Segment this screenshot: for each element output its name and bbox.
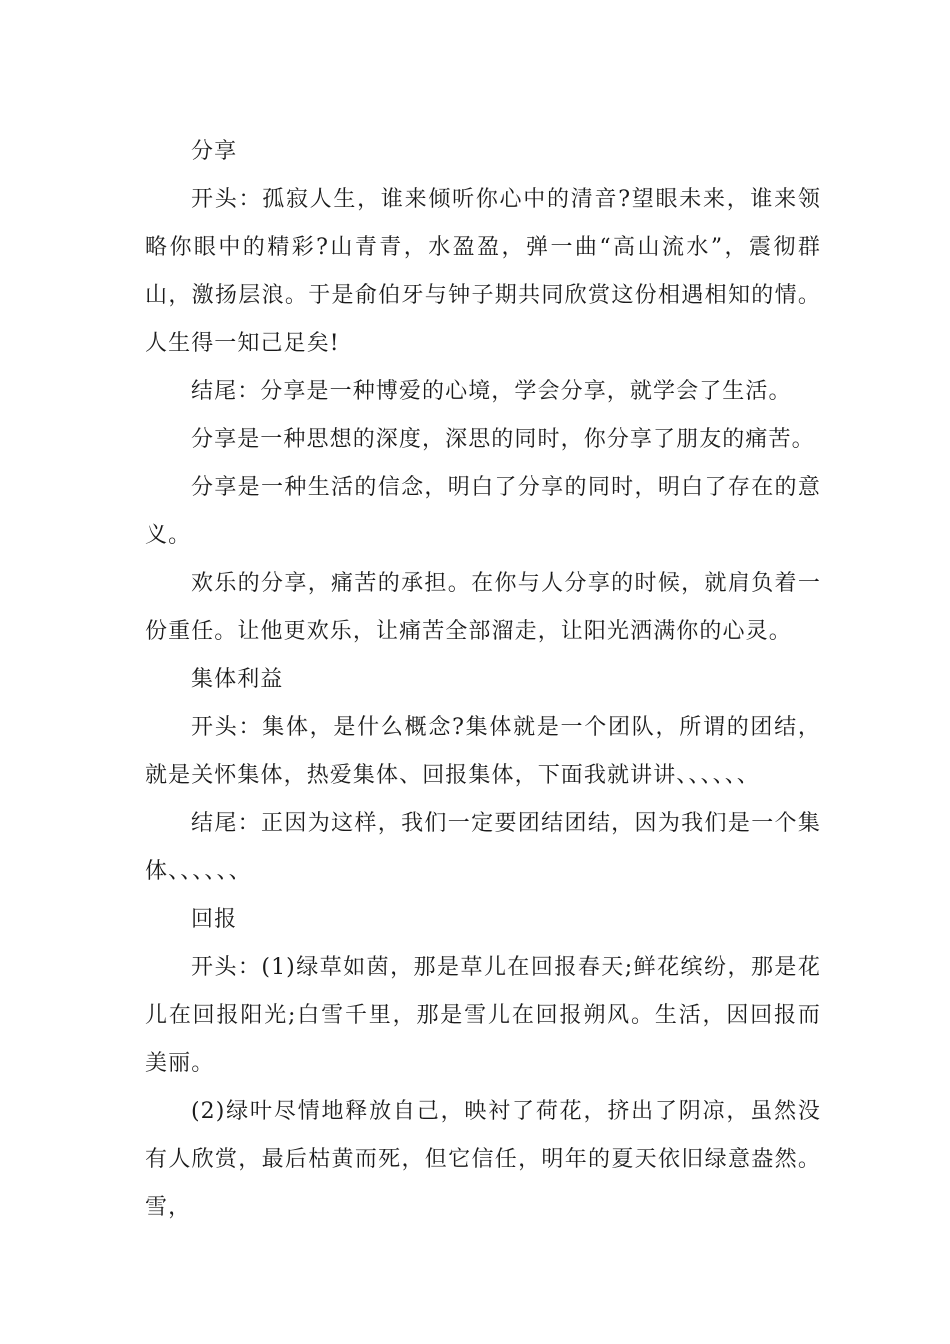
paragraph-share-belief: 分享是一种生活的信念，明白了分享的同时，明白了存在的意义。	[145, 475, 821, 548]
paragraph-repay-opening-1: 开头：(1)绿草如茵，那是草儿在回报春天;鲜花缤纷，那是花儿在回报阳光;白雪千里，那是雪儿在回报朔风。生活，因回报而美丽。	[145, 955, 821, 1076]
paragraph-collective-ending: 结尾：正因为这样，我们一定要团结团结，因为我们是一个集体、、、、、、	[145, 811, 821, 884]
document-body	[145, 128, 821, 1232]
section-heading-repay: 回报	[191, 907, 238, 932]
paragraph-share-depth: 分享是一种思想的深度，深思的同时，你分享了朋友的痛苦。	[191, 427, 815, 452]
paragraph-share-opening: 开头：孤寂人生，谁来倾听你心中的清音?望眼未来，谁来领略你眼中的精彩?山青青，水盈盈，弹一曲“高山流水”，震彻群山，激扬层浪。于是俞伯牙与钟子期共同欣赏这份相遇相知的情。人生得一知己足矣!	[145, 187, 821, 356]
paragraph-share-ending: 结尾：分享是一种博爱的心境，学会分享，就学会了生活。	[191, 379, 792, 404]
paragraph-share-joy: 欢乐的分享，痛苦的承担。在你与人分享的时候，就肩负着一份重任。让他更欢乐，让痛苦全部溜走，让阳光洒满你的心灵。	[145, 571, 821, 644]
paragraph-repay-opening-2: (2)绿叶尽情地释放自己，映衬了荷花，挤出了阴凉，虽然没有人欣赏，最后枯黄而死，但它信任，明年的夏天依旧绿意盎然。雪，	[145, 1099, 821, 1220]
section-heading-share: 分享	[191, 139, 238, 164]
section-heading-collective: 集体利益	[191, 667, 284, 692]
paragraph-collective-opening: 开头：集体，是什么概念?集体就是一个团队，所谓的团结，就是关怀集体，热爱集体、回报集体，下面我就讲讲、、、、、、	[145, 715, 821, 788]
